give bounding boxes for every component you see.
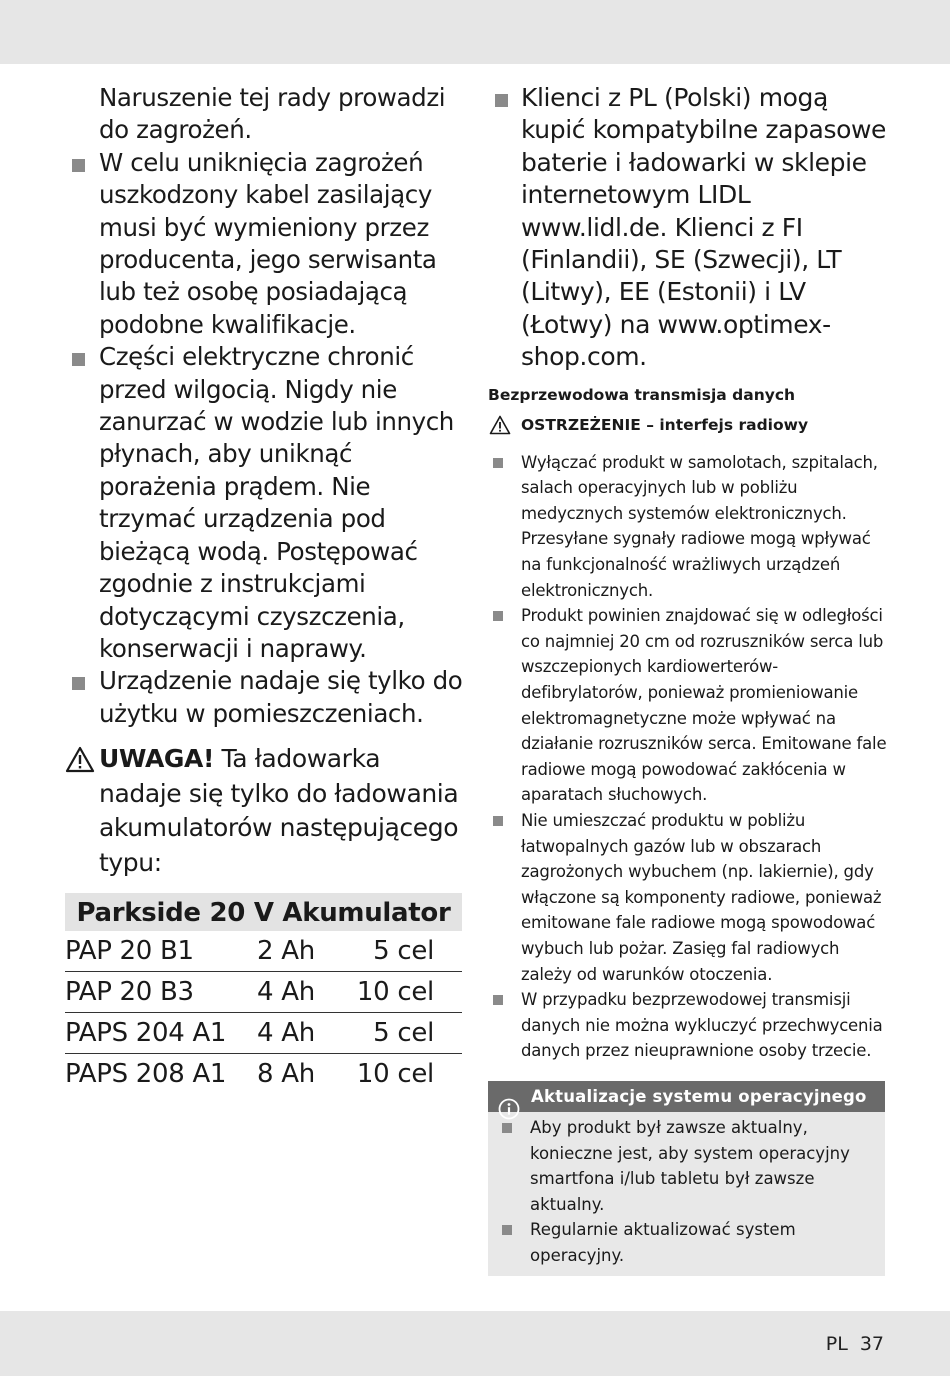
bullet-square-icon [72,159,85,172]
bullet-square-icon [502,1123,512,1133]
bullet-square-icon [495,94,508,107]
bullet-text: Urządzenie nadaje się tylko do użytku w pomieszczeniach. [99,666,463,728]
page-footer [826,1333,884,1355]
list-item-text: Produkt powinien znajdować się w odległości co najmniej 20 cm od rozruszników serca lub wszczepionych kardiowerterów-defibrylatorów, ponieważ promieniowanie elektromagnetyczne może wpływać na działanie rozruszników serca. Emitowane fale radiowe mogą powodować zakłócenia w aparatach słuchowych. [521,606,887,805]
bullet-square-icon [72,677,85,690]
cells-cell: 10 cel [356,1059,434,1090]
list-item [488,808,888,987]
section-warning-text: OSTRZEŻENIE – interfejs radiowy [521,415,809,434]
model-cell: PAPS 204 A1 [65,1018,227,1049]
list-item [488,1217,885,1268]
capacity-cell: 2 Ah [257,936,315,967]
safety-text [65,82,465,730]
bullet-square-icon [493,816,503,826]
battery-table-header: Parkside 20 V Akumulator [65,893,462,931]
battery-table [65,893,462,1094]
cells-cell: 5 cel [373,936,434,967]
bullet-item [65,341,465,665]
capacity-cell: 4 Ah [257,977,315,1008]
bullet-item [65,665,465,730]
warning-triangle-icon [65,746,95,773]
model-cell: PAP 20 B3 [65,977,194,1008]
bullet-square-icon [493,611,503,621]
warning-triangle-icon [489,415,511,435]
list-item [488,603,888,808]
list-item-text: Aby produkt był zawsze aktualny, konieczne jest, aby system operacyjny smartfona i/lub tabletu był zawsze aktualny. [530,1117,850,1214]
warning-text: Ta ładowarka nadaje się tylko do ładowania akumulatorów następującego typu: [99,744,459,877]
bullet-item [65,147,465,341]
bullet-square-icon [493,995,503,1005]
cells-cell: 10 cel [356,977,434,1008]
list-item-text: W przypadku bezprzewodowej transmisji danych nie można wykluczyć przechwycenia danych przez nieuprawnione osoby trzecie. [521,990,883,1061]
table-row [65,931,462,972]
bullet-text: Części elektryczne chronić przed wilgocią. Nigdy nie zanurzać w wodzie lub innych płynach, aby uniknąć porażenia prądem. Nie trzymać urządzenia pod bieżącą wodą. Postępować zgodnie z instrukcjami dotyczącymi czyszczenia, konserwacji i naprawy. [99,342,454,663]
info-box-title: Aktualizacje systemu operacyjnego [531,1086,867,1106]
capacity-cell: 4 Ah [257,1018,315,1049]
bullet-text: W celu uniknięcia zagrożeń uszkodzony kabel zasilający musi być wymieniony przez producenta, jego serwisanta lub też osobę posiadającą podobne kwalifikacje. [99,147,437,339]
table-row [65,972,462,1013]
bullet-text: Klienci z PL (Polski) mogą kupić kompatybilne zapasowe baterie i ładowarki w sklepie internetowym LIDL www.lidl.de. Klienci z FI (Finlandii), SE (Szwecji), LT (Litwy), EE (Estonii) i LV (Łotwy) na www.optimex-shop.com. [521,83,886,372]
header-band [0,0,950,64]
info-box-header [488,1081,885,1112]
language-code: PL [825,1333,848,1355]
model-cell: PAP 20 B1 [65,936,194,967]
section-warning [488,414,888,436]
page-number: 37 [859,1333,884,1355]
list-item-text: Wyłączać produkt w samolotach, szpitalach, salach operacyjnych lub w pobliżu medycznych systemów elektronicznych. Przesyłane sygnały radiowe mogą wpływać na funkcjonalność wrażliwych urządzeń elektronicznych. [521,452,878,600]
right-column [488,82,888,1276]
cells-cell: 5 cel [373,1018,434,1049]
left-column [65,82,465,1094]
bullet-square-icon [502,1225,512,1235]
footer-band [0,1311,950,1376]
intro-text: Naruszenie tej rady prowadzi do zagrożeń. [99,83,446,145]
info-box-list [488,1112,885,1269]
list-item-text: Nie umieszczać produktu w pobliżu łatwopalnych gazów lub w obszarach zagrożonych wybuchem (np. lakiernie), gdy włączone są komponenty radiowe, ponieważ emitowane fale radiowe mogą spowodować wybuch lub pożar. Zasięg fal radiowych zależy od warunków otoczenia. [521,810,882,984]
list-item [488,987,888,1064]
bullet-square-icon [493,458,503,468]
warning-list [488,450,888,1064]
warning-label: UWAGA! [99,744,214,774]
capacity-cell: 8 Ah [257,1059,315,1090]
table-row [65,1054,462,1094]
bullet-item [488,82,888,374]
table-row [65,1013,462,1054]
info-box [488,1081,885,1277]
model-cell: PAPS 208 A1 [65,1059,227,1090]
list-item [488,1115,885,1217]
warning-block [65,742,465,880]
bullet-square-icon [72,353,85,366]
section-title: Bezprzewodowa transmisja danych [488,385,796,404]
list-item [488,450,888,604]
list-item-text: Regularnie aktualizować system operacyjny. [530,1220,796,1265]
